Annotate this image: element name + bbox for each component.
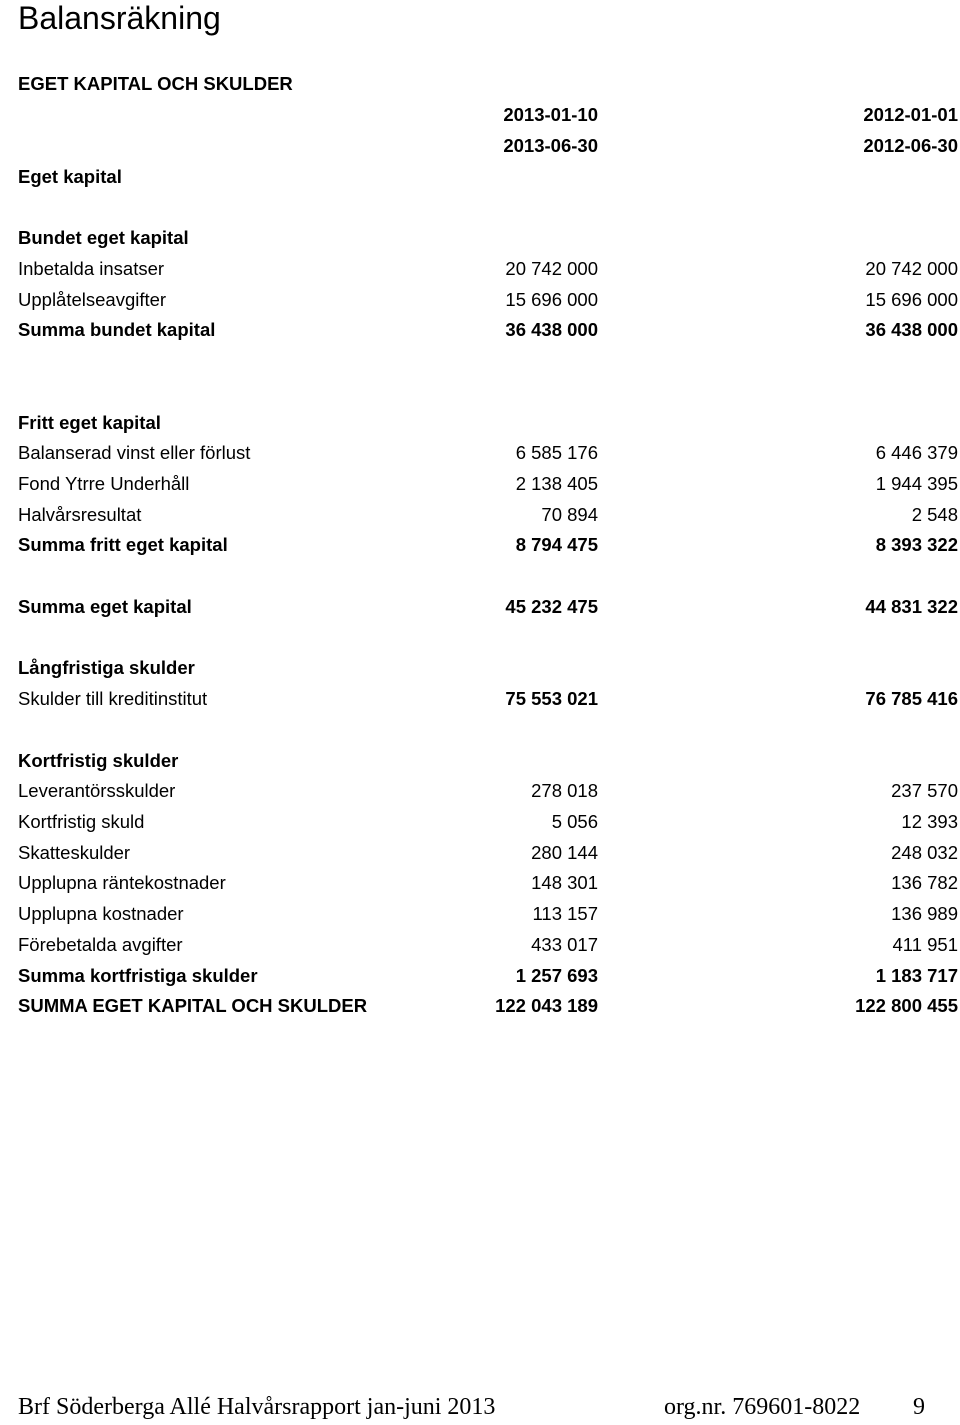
- row-label: Skulder till kreditinstitut: [18, 688, 208, 709]
- table-row: [18, 684, 958, 714]
- value-2013: 2 138 405: [515, 473, 598, 494]
- table-row: [18, 653, 958, 683]
- value-2012: 76 785 416: [865, 688, 958, 709]
- eget-kapital-heading: [18, 162, 958, 192]
- period-col2-end: 2012-06-30: [863, 135, 958, 156]
- table-row: [18, 776, 958, 806]
- value-2013: 36 438 000: [505, 319, 598, 340]
- table-row: [18, 961, 958, 991]
- value-2012: 36 438 000: [865, 319, 958, 340]
- table-row: [18, 469, 958, 499]
- period-col1-end: 2013-06-30: [503, 135, 598, 156]
- value-2013: 70 894: [541, 504, 598, 525]
- row-label: Fritt eget kapital: [18, 412, 161, 433]
- value-2013: 20 742 000: [505, 258, 598, 279]
- row-label: Summa eget kapital: [18, 596, 192, 617]
- row-label: Inbetalda insatser: [18, 258, 165, 279]
- page-title: Balansräkning: [18, 0, 221, 36]
- row-label: Förebetalda avgifter: [18, 934, 183, 955]
- period-end-row: [18, 131, 958, 161]
- value-2012: 15 696 000: [865, 289, 958, 310]
- value-2012: 6 446 379: [875, 442, 958, 463]
- table-row: [18, 868, 958, 898]
- table-row: [18, 899, 958, 929]
- table-row: [18, 315, 958, 345]
- value-2012: 44 831 322: [865, 596, 958, 617]
- value-2012: 20 742 000: [865, 258, 958, 279]
- table-row: [18, 254, 958, 284]
- table-row: [18, 991, 958, 1021]
- row-label: Fond Ytrre Underhåll: [18, 473, 190, 494]
- value-2012: 136 989: [891, 903, 958, 924]
- table-row: [18, 500, 958, 530]
- row-label: SUMMA EGET KAPITAL OCH SKULDER: [18, 995, 368, 1016]
- value-2012: 12 393: [901, 811, 958, 832]
- table-row: [18, 285, 958, 315]
- value-2013: 45 232 475: [505, 596, 598, 617]
- table-row: [18, 223, 958, 253]
- value-2012: 122 800 455: [855, 995, 958, 1016]
- table-row: [18, 592, 958, 622]
- row-label: Summa fritt eget kapital: [18, 534, 228, 555]
- row-label: Balanserad vinst eller förlust: [18, 442, 251, 463]
- eget-kapital-heading-label: Eget kapital: [18, 166, 122, 187]
- row-label: Kortfristig skuld: [18, 811, 145, 832]
- value-2012: 411 951: [892, 934, 958, 955]
- row-label: Långfristiga skulder: [18, 657, 195, 678]
- table-row: [18, 530, 958, 560]
- value-2013: 148 301: [531, 872, 598, 893]
- value-2013: 113 157: [532, 903, 598, 924]
- value-2012: 8 393 322: [875, 534, 958, 555]
- period-col1-start: 2013-01-10: [503, 104, 598, 125]
- table-row: [18, 408, 958, 438]
- row-label: Leverantörsskulder: [18, 780, 176, 801]
- row-label: Upplupna räntekostnader: [18, 872, 226, 893]
- section-heading-label: EGET KAPITAL OCH SKULDER: [18, 73, 293, 94]
- value-2012: 136 782: [891, 872, 958, 893]
- period-start-row: [18, 100, 958, 130]
- value-2012: 1 944 395: [875, 473, 958, 494]
- value-2012: 1 183 717: [875, 965, 958, 986]
- table-row: [18, 807, 958, 837]
- value-2013: 280 144: [531, 842, 598, 863]
- footer-report-title: Brf Söderberga Allé Halvårsrapport jan-juni 2013: [18, 1394, 496, 1420]
- table-row: [18, 746, 958, 776]
- value-2013: 433 017: [531, 934, 598, 955]
- row-label: Upplåtelseavgifter: [18, 289, 167, 310]
- footer-page-number: 9: [913, 1394, 925, 1420]
- footer-org-number: org.nr. 769601-8022: [664, 1394, 861, 1420]
- period-col2-start: 2012-01-01: [863, 104, 958, 125]
- value-2012: 237 570: [891, 780, 958, 801]
- value-2012: 2 548: [911, 504, 958, 525]
- row-label: Summa bundet kapital: [18, 319, 216, 340]
- value-2013: 6 585 176: [515, 442, 598, 463]
- row-label: Upplupna kostnader: [18, 903, 184, 924]
- value-2013: 75 553 021: [505, 688, 598, 709]
- value-2013: 5 056: [551, 811, 598, 832]
- table-row: [18, 438, 958, 468]
- table-row: [18, 838, 958, 868]
- page-footer: [18, 1389, 925, 1425]
- row-label: Summa kortfristiga skulder: [18, 965, 258, 986]
- value-2013: 278 018: [531, 780, 598, 801]
- row-label: Skatteskulder: [18, 842, 131, 863]
- value-2013: 122 043 189: [495, 995, 598, 1016]
- row-label: Bundet eget kapital: [18, 227, 189, 248]
- section-heading: [18, 69, 958, 99]
- table-row: [18, 930, 958, 960]
- value-2013: 1 257 693: [515, 965, 598, 986]
- value-2013: 15 696 000: [505, 289, 598, 310]
- value-2012: 248 032: [891, 842, 958, 863]
- value-2013: 8 794 475: [515, 534, 598, 555]
- row-label: Kortfristig skulder: [18, 750, 179, 771]
- row-label: Halvårsresultat: [18, 504, 142, 525]
